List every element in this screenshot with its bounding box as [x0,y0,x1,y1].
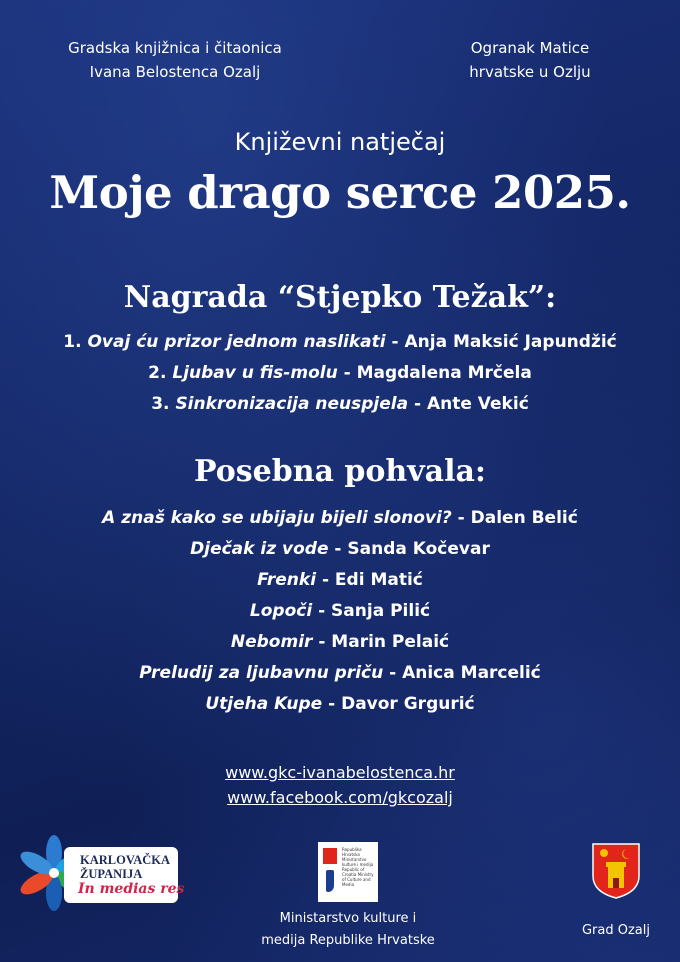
praise-item [0,534,680,565]
praise-list [0,503,680,720]
award-list [0,327,680,420]
city-name: Grad Ozalj [581,923,650,938]
praise-author: - Marin Pelaić [312,632,450,652]
praise-author: - Sanda Kočevar [328,539,490,559]
award-item: 3. Sinkronizacija neuspjela - Ante Vekić [151,394,529,414]
library-name [40,36,310,84]
praise-work: Utjeha Kupe [205,694,323,714]
praise-author: - Sanja Pilić [312,601,431,621]
library-name-line2: Ivana Belostenca Ozalj [89,63,261,81]
praise-item [0,503,680,534]
ministry-logo [318,842,378,902]
praise-work: A znaš kako se ubijaju bijeli slonovi? [102,508,452,528]
matica-name [420,36,640,84]
ozalj-coat-of-arms-icon [591,842,641,900]
praise-work: Nebomir [230,632,313,652]
county-logo [20,835,185,915]
county-motto: In medias res [78,881,185,897]
library-name-line1: Gradska knjižnica i čitaonica [68,39,282,57]
matica-name-line1: Ogranak Matice [470,39,590,57]
website-link[interactable]: www.gkc-ivanabelostenca.hr [225,763,455,782]
praise-author: - Edi Matić [316,570,423,590]
praise-work: Preludij za ljubavnu priču [139,663,384,683]
ministry-logo-text: Republika Hrvatska Ministarstvo kulture i medija Republic of Croatia Ministry of Culture and Media [342,847,374,887]
award-item: 2. Ljubav u fis-molu - Magdalena Mrčela [148,363,532,383]
praise-work: Lopoči [249,601,313,621]
matica-name-line2: hrvatske u Ozlju [469,63,591,81]
praise-item [0,658,680,689]
praise-item [0,627,680,658]
comma-mark-icon [326,870,334,892]
praise-work: Frenki [257,570,317,590]
contest-subtitle: Književni natječaj [234,128,446,156]
links [0,760,680,810]
award-author: - Anja Maksić Japundžić [385,332,617,352]
county-name: KARLOVAČKA ŽUPANIJA [80,853,171,881]
award-work: Sinkronizacija neuspjela [175,394,409,414]
praise-item [0,689,680,720]
ministry-name: Ministarstvo kulture i medija Republike Hrvatske [261,911,435,948]
award-author: - Ante Vekić [408,394,529,414]
praise-author: - Dalen Belić [451,508,578,528]
facebook-link[interactable]: www.facebook.com/gkcozalj [227,788,453,807]
award-author: - Magdalena Mrčela [337,363,532,383]
praise-item [0,596,680,627]
praise-heading: Posebna pohvala: [194,454,486,489]
award-work: Ljubav u fis-molu [172,363,338,383]
croatian-flag-icon [323,848,337,864]
praise-author: - Davor Grgurić [322,694,475,714]
award-work: Ovaj ću prizor jednom naslikati [87,332,386,352]
county-card [64,847,185,903]
award-heading: Nagrada “Stjepko Težak”: [123,280,557,315]
praise-author: - Anica Marcelić [383,663,541,683]
award-item: 1. Ovaj ću prizor jednom naslikati - Anja Maksić Japundžić [63,332,617,352]
contest-title: Moje drago serce 2025. [49,166,631,219]
praise-item [0,565,680,596]
praise-work: Dječak iz vode [190,539,329,559]
